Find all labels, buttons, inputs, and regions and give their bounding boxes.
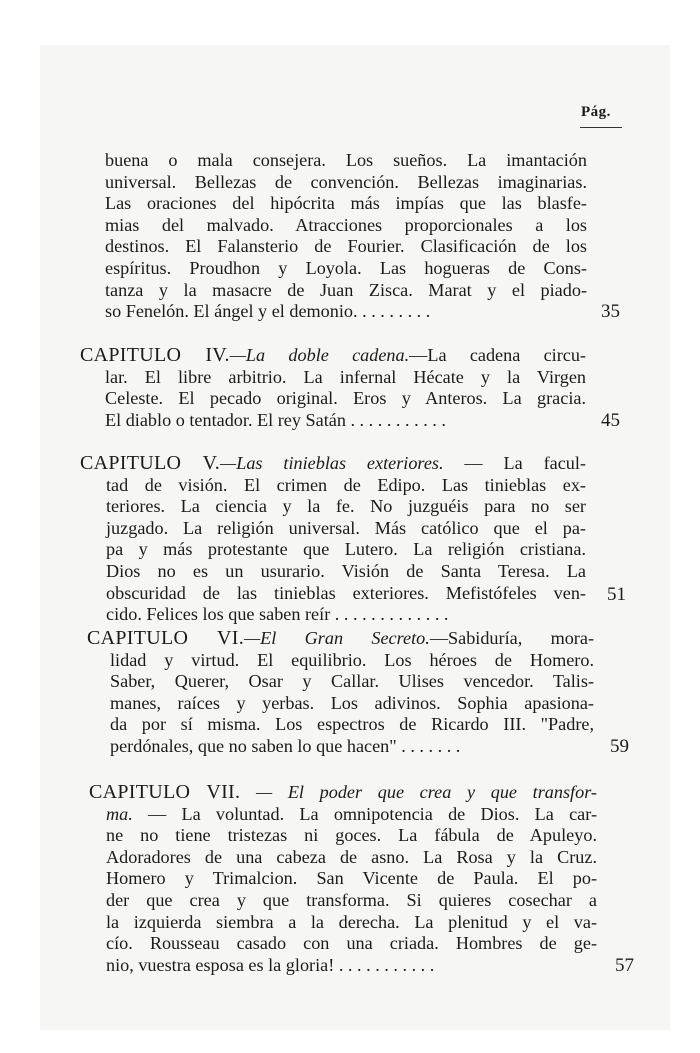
- summary-line: Saber, Querer, Osar y Callar. Ulises vencedor. Talis-: [110, 671, 594, 692]
- summary-line: lidad y virtud. El equilibrio. Los héroes de Homero.: [110, 649, 594, 670]
- intro-line: Las oraciones del hipócrita más impías que las blasfe-: [105, 193, 587, 214]
- chapter-v-page-number: 51: [607, 584, 626, 605]
- chapter-summary-start: — La voluntad. La omnipotencia de Dios. La car-: [132, 803, 597, 824]
- intro-page-number: 35: [601, 301, 620, 322]
- summary-line: der que crea y que transforma. Si quieres cosechar a: [106, 889, 597, 910]
- summary-line: Celeste. El pecado original. Eros y Anteros. La gracia.: [105, 388, 586, 409]
- chapter-heading-line: [80, 453, 586, 475]
- chapter-entry-vi: [87, 628, 594, 758]
- chapter-title: — El poder que crea y que transfor-: [240, 782, 597, 802]
- chapter-vii-page-number: 57: [615, 955, 634, 976]
- chapter-summary-start: —La cadena circu-: [409, 345, 586, 365]
- page-column-label: Pág.: [581, 104, 611, 120]
- chapter-heading: CAPITULO V.: [80, 452, 221, 474]
- summary-line: cío. Rousseau casado con una criada. Hombres de ge-: [106, 933, 597, 954]
- summary-line: Adoradores de una cabeza de asno. La Rosa y la Cruz.: [106, 846, 597, 867]
- summary-line: la izquierda siembra a la derecha. La plenitud y el va-: [106, 911, 597, 932]
- summary-line: nio, vuestra esposa es la gloria! . . . . . . . . . . .: [106, 954, 435, 975]
- summary-line: juzgado. La religión universal. Más católico que el pa-: [106, 517, 586, 538]
- intro-line: tanza y la masacre de Juan Zisca. Marat y el piado-: [105, 279, 587, 300]
- chapter-summary: [80, 367, 586, 432]
- chapter-title: —La doble cadena.: [229, 345, 410, 365]
- chapter-summary-start: —Sabiduría, mora-: [429, 628, 594, 648]
- summary-line: cido. Felices los que saben reír . . . . . . . . . . . . .: [106, 604, 449, 625]
- intro-line: universal. Bellezas de convención. Bellezas imaginarias.: [105, 171, 587, 192]
- summary-line: obscuridad de las tinieblas exteriores. Mefistófeles ven-: [106, 582, 586, 603]
- chapter-title-continued: ma.: [106, 803, 133, 824]
- summary-line: perdónales, que no saben lo que hacen" . . . . . . .: [110, 735, 461, 756]
- summary-line: pa y más protestante que Lutero. La religión cristiana.: [106, 539, 586, 560]
- chapter-entry-vii: [89, 782, 597, 976]
- chapter-heading: CAPITULO IV.: [80, 344, 230, 366]
- chapter-heading-line: [80, 345, 586, 367]
- header-rule: [580, 127, 622, 128]
- chapter-summary-start: — La facul-: [443, 453, 586, 473]
- chapter-entry-v: [80, 453, 586, 626]
- intro-line: buena o mala consejera. Los sueños. La imantación: [105, 150, 587, 170]
- intro-line: so Fenelón. El ángel y el demonio. . . . . . . . .: [105, 301, 431, 322]
- summary-line: Dios no es un usurario. Visión de Santa Teresa. La: [106, 560, 586, 581]
- chapter-heading: CAPITULO VI.: [87, 627, 245, 649]
- intro-line: mias del malvado. Atracciones proporcionales a los: [105, 214, 587, 235]
- intro-line: destinos. El Falansterio de Fourier. Clasificación de los: [105, 236, 587, 257]
- chapter-summary: [89, 804, 597, 977]
- summary-line: ne no tiene tristezas ni goces. La fábula de Apuleyo.: [106, 825, 597, 846]
- chapter-summary: [80, 475, 586, 626]
- chapter-summary: [87, 650, 594, 758]
- chapter-iv-page-number: 45: [601, 410, 620, 431]
- chapter-heading-line: [87, 628, 594, 650]
- chapter-entry-iv: [80, 345, 586, 431]
- summary-line: da por sí misma. Los espectros de Ricardo III. "Padre,: [110, 714, 594, 735]
- intro-paragraph: [105, 150, 587, 323]
- summary-line: teriores. La ciencia y la fe. No juzguéis para no ser: [106, 496, 586, 517]
- chapter-heading-line: [89, 782, 597, 804]
- summary-line: [106, 804, 597, 826]
- summary-line: Homero y Trimalcion. San Vicente de Paula. El po-: [106, 868, 597, 889]
- chapter-title: —El Gran Secreto.: [244, 628, 430, 648]
- intro-line: espíritus. Proudhon y Loyola. Las hogueras de Cons-: [105, 257, 587, 278]
- chapter-title: —Las tinieblas exteriores.: [220, 453, 444, 473]
- chapter-vi-page-number: 59: [610, 736, 629, 757]
- summary-line: El diablo o tentador. El rey Satán . . . . . . . . . . .: [105, 409, 446, 430]
- chapter-heading: CAPITULO VII.: [89, 781, 241, 803]
- summary-line: manes, raíces y yerbas. Los adivinos. Sophia apasiona-: [110, 692, 594, 713]
- summary-line: tad de visión. El crimen de Edipo. Las tinieblas ex-: [106, 474, 586, 495]
- summary-line: lar. El libre arbitrio. La infernal Hécate y la Virgen: [105, 366, 586, 387]
